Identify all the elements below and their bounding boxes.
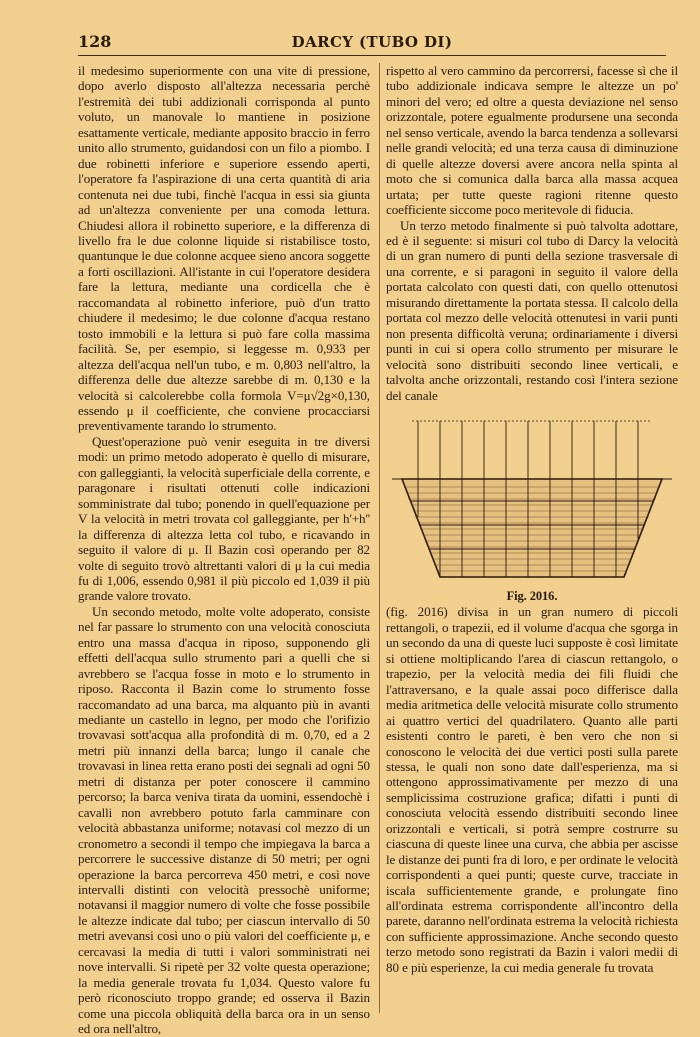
column-separator (379, 63, 380, 1013)
running-title: DARCY (TUBO DI) (291, 33, 453, 51)
left-paragraph-2: Quest'operazione può venir eseguita in tre diversi modi: un primo metodo adoperato è quello di misurare, con galleggianti, la velocità superficiale della corrente, e paragonare i risultati ottenuti colle indicazioni somministrate dal tubo; ponendo in quell'equazione per V la velocità in metri trovata col galleggiante, per h'+h'' la differenza di altezza letta col tubo, e ricavando in seguito il valore di μ. Il Bazin così operando per 82 volte di seguito trovò altrettanti valori di μ la cui media fu di 1,006, essendo 0,981 il più piccolo ed 1,039 il più grande valore trovato. (78, 433, 370, 604)
figure-caption: Fig. 2016. (506, 588, 558, 603)
left-paragraph-1: il medesimo superiormente con una vite di pressione, dopo averlo disposto all'altezza necessaria perchè l'estremità dei tubi addizionali corrisponda al punto voluto, un manovale lo mantiene in posizione esattamente verticale, mediante apposito braccio in ferro unito allo strumento, guidandosi con un filo a piombo. I due robinetti inferiore e superiore essendo aperti, l'operatore fa l'aspirazione di una certa quantità di aria contenuta nei due tubi, finchè l'acqua in essi sia giunta ad un'altezza conveniente per una comoda lettura. Chiudesi allora il robinetto superiore, e la differenza di livello fra le due colonne liquide si ristabilisce tosto, quantunque le due colonne acquee sieno ancora soggette a forti oscillazioni. All'istante in cui l'operatore desidera fare la lettura, mediante una cordicella che è raccomandata al robinetto inferiore, può d'un tratto chiudere il medesimo; le due colonne d'acqua restano tosto immobili e la lettura si può fare colla massima facilità. Se, per esempio, si leggesse m. 0,933 per altezza dell'acqua nell'un tubo, e m. 0,803 nell'altro, la differenza delle due altezze sarebbe di m. 0,130 e la velocità si calcolerebbe colla formola V=μ√2g×0,130, essendo μ il coefficiente, che conviene procacciarsi preventivamente tarando lo strumento. (78, 63, 370, 434)
figure-2016 (386, 417, 678, 585)
page-header (78, 32, 666, 56)
right-paragraph-3: (fig. 2016) divisa in un gran numero di piccoli rettangoli, o trapezii, ed il volume d'acqua che sgorga in un secondo da una di queste luci supposte è così limitate si ottiene moltiplicando l'area di ciascun rettangolo, o trapezio, per la velocità media dei fili fluidi che l'attraversano, e la quale assai poco differisce dalla media aritmetica delle velocità misurate collo strumento ai quattro vertici del quadrilatero. Quanto alle parti esistenti contro le pareti, è ben vero che non si conoscono le velocità dei due vertici posti sulla parete stessa, le quali non sono date dall'esperienza, ma si ottengono approssimativamente per mezzo di una semplicissima costruzione grafica; difatti i punti di conosciuta velocità essendo distribuiti secondo linee orizzontali e verticali, si potrà sempre costrurre su ciascuna di queste linee una curva, che abbia per ascisse le distanze dei punti fra di loro, e per ordinate le velocità corrispondenti a quei punti; queste curve, tracciate in iscala sufficientemente grande, e prolungate fino all'ordinata estrema corrispondente all'incontro della parete, daranno nell'ordinata estrema la velocità richiesta con sufficiente approssimazione. Anche secondo questo terzo metodo sono registrati da Bazin i valori medii di 80 e più esperienze, la cui media generale fu trovata (386, 604, 679, 975)
page-number: 128 (78, 32, 112, 51)
right-paragraph-1: rispetto al vero cammino da percorrersi, facesse sì che il tubo addizionale indicava sempre le altezze un po' minori del vero; ed oltre a questa deviazione nel senso orizzontale, potere egualmente prodursene una seconda nel senso verticale, avendo la barca tendenza a sollevarsi nelle grandi velocità; ed una terza causa di diminuzione di quelle altezze doversi avere ancora nella spinta al moto che si comunica dalla barca alla massa acquea urtata; per tutte queste ragioni ritenne questo coefficiente siccome poco meritevole di fiducia. (386, 63, 678, 218)
left-column (78, 63, 370, 1037)
header-rule (78, 55, 666, 56)
left-paragraph-3: Un secondo metodo, molte volte adoperato, consiste nel far passare lo strumento con una velocità conosciuta entro una massa d'acqua in riposo, supponendo gli effetti dell'acqua sullo strumento pari a quelli che si avrebbero se l'acqua fosse in moto e lo strumento in riposo. Racconta il Bazin come lo strumento fosse raccomandato ad una barca, ma alquanto più in avanti mediante un castello in legno, per modo che l'orifizio trovavasi sott'acqua alla profondità di m. 0,70, ed a 2 metri più innanzi della barca; lungo il canale che trovavasi in linea retta erano posti dei segnali ad ogni 50 metri di distanza per poter conoscere il cammino percorso; la barca veniva tirata da uomini, essendochè i cavalli non avrebbero potuto farla camminare con velocità abbastanza uniforme; notavasi col mezzo di un cronometro a secondi il tempo che impiegava la barca a percorrere le successive distanze di 50 metri; per ogni operazione la barca percorreva 450 metri, e così nove intervalli distinti con velocità pressochè uniforme; notavansi il maggior numero di volte che fosse possibile le altezze indicate dal tubo; per ciascun intervallo di 50 metri avevansi così uno o più valori del coefficiente μ, e cercavasi la media di tutti i valori somministrati nei nove intervalli. Si ripetè per 32 volte questa operazione; la media generale trovata fu 1,034. Questo valore fu però riconosciuto troppo grande; ed osserva il Bazin come una piccola obliquità della barca ora in un senso ed ora nell'altro, (78, 603, 370, 1037)
right-column (386, 63, 678, 1013)
channel-cross-section-illustration (392, 417, 672, 585)
right-paragraph-2: Un terzo metodo finalmente si può talvolta adottare, ed è il seguente: si misuri col tubo di Darcy la velocità di un gran numero di punti della sezione trasversale di una corrente, e si paragoni in seguito il valore della portata calcolato con questi dati, con quello ottenutosi misurando direttamente la portata stessa. Il calcolo della portata col mezzo delle velocità ottenutesi in varii punti non presenta difficoltà veruna; ordinariamente i diversi punti in cui si opera collo strumento per misurare le velocità sono distribuiti secondo linee verticali, e talvolta anche orizzontali, restando così l'intera sezione del canale (386, 217, 678, 403)
